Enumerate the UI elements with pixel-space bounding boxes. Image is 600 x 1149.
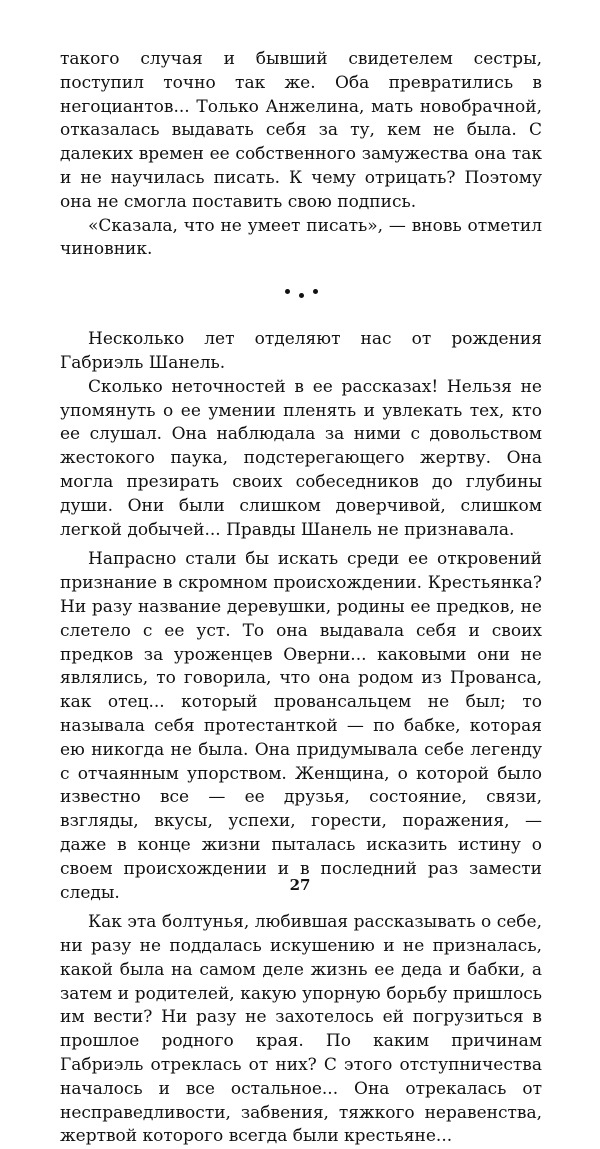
paragraph-chatterbox: Как эта болтунья, любившая рассказывать о себе, ни разу не поддалась искушению и не призналась, какой была на самом деле жизнь ее деда и бабки, а затем и родителей, какую упорную борьбу пришлось им вести? Ни разу не захотелось ей погрузиться в прошлое родного края. По каким причинам Габриэль отреклась от них? С этого отступничества началось и все остальное... Она отрекалась от несправедливости, забвения, тяжкого неравенства, жертвой которого всегда были крестьяне... xyxy=(60,912,542,1147)
separator-dot-middle xyxy=(299,293,304,298)
section-separator xyxy=(60,284,542,298)
paragraph-continuation: такого случая и бывший свидетелем сестры, поступил точно так же. Оба превратились в негоциантов... Только Анжелина, мать новобрачной, отказалась выдавать себя за ту, кем не была. С далеких времен ее собственного замужества она так и не научилась писать. К чему отрицать? Поэтому она не смогла поставить свою подпись. xyxy=(60,49,542,212)
separator-dot-left xyxy=(285,289,290,294)
page-number: 27 xyxy=(289,876,311,894)
book-page xyxy=(60,48,542,1149)
paragraph-inaccuracies: Сколько неточностей в ее рассказах! Нельзя не упомянуть о ее умении пленять и увлекать тех, кто ее слушал. Она наблюдала за ними с довольством жестокого паука, подстерегающего жертву. Она могла презирать своих собеседников до глубины души. Они были слишком доверчивой, слишком легкой добычей... Правды Шанель не признавала. xyxy=(60,376,542,540)
paragraph-years: Несколько лет отделяют нас от рождения Габриэль Шанель. xyxy=(60,329,542,373)
paragraph-origins: Напрасно стали бы искать среди ее откровений признание в скромном происхождении. Крестьянка? Ни разу название деревушки, родины ее предков, не слетело с ее уст. То она выдавала себя и своих предков за уроженцев Оверни... каковыми они не являлись, то говорила, что она родом из Прованса, как отец... который провансальцем не был; то называла себя протестанткой — по бабке, которая ею никогда не была. Она придумывала себе легенду с отчаянным упорством. Женщина, о которой было известно все — ее друзья, состояние, связи, взгляды, вкусы, успехи, горести, поражения, — даже в конце жизни пыталась исказить истину о своем происхождении и в последний раз замести следы. xyxy=(60,549,542,903)
paragraph-clerk-quote: «Сказала, что не умеет писать», — вновь отметил чиновник. xyxy=(60,215,542,260)
separator-dot-right xyxy=(313,289,318,294)
